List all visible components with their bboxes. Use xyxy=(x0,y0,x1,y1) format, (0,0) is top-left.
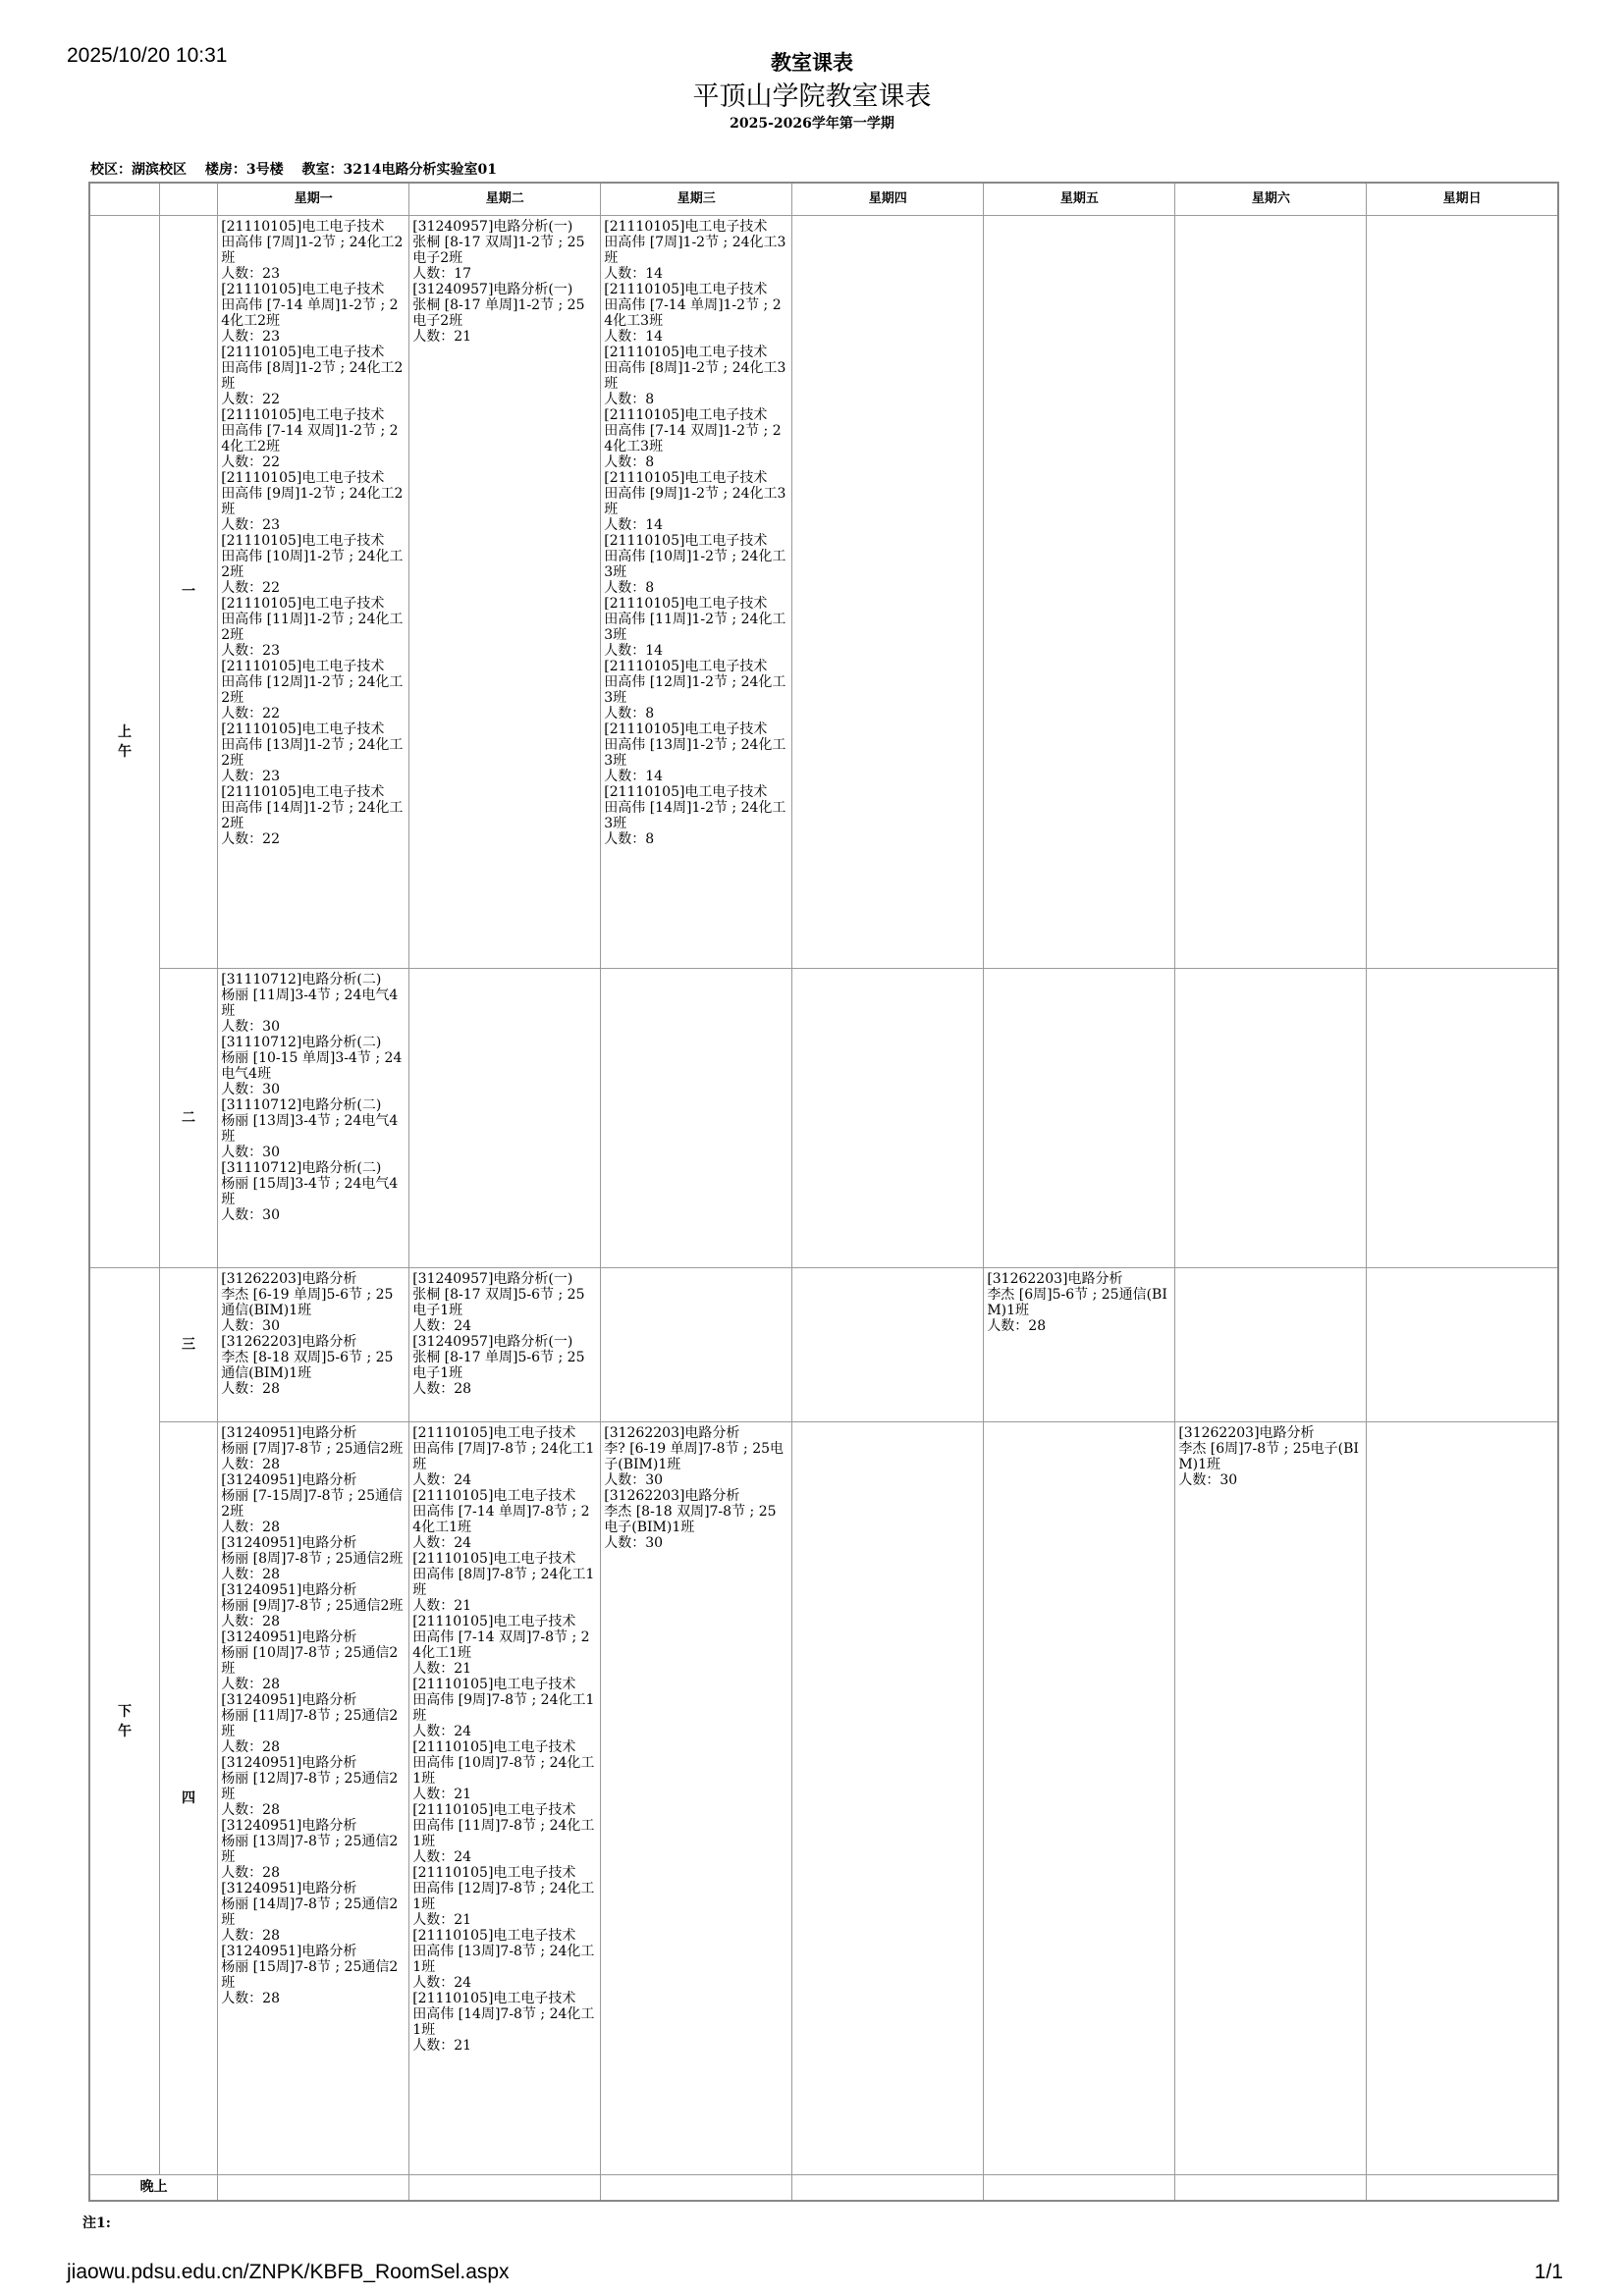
schedule-cell xyxy=(1175,969,1367,1268)
schedule-cell xyxy=(792,1422,984,2175)
day-header: 星期日 xyxy=(1367,183,1558,216)
schedule-cell xyxy=(1367,1422,1558,2175)
building-label: 楼房：3号楼 xyxy=(204,162,284,178)
schedule-cell xyxy=(218,2175,409,2201)
print-datetime: 2025/10/20 10:31 xyxy=(67,44,228,67)
schedule-cell xyxy=(218,1422,409,2175)
course-entries: [31240951]电路分析 杨丽 [7周]7-8节 ; 25通信2班 人数：28 [31240951]电路分析 杨丽 [7-15周]7-8节 ; 25通信2班 人数：28 [31240951]电路分析 杨丽 [8周]7-8节 ; 25通信2班 人数：28 [31240951]电路分析 杨丽 [9周]7-8节 ; 25通信2班 人数：28 [31240951]电路分析 杨丽 [10周]7-8节 ; 25通信2班 人数：28 [31240951]电路分析 杨丽 [11周]7-8节 ; 25通信2班 人数：28 [31240951]电路分析 杨丽 [12周]7-8节 ; 25通信2班 人数：28 [31240951]电路分析 杨丽 [13周]7-8节 ; 25通信2班 人数：28 [31240951]电路分析 杨丽 [14周]7-8节 ; 25通信2班 人数：28 [31240951]电路分析 杨丽 [15周]7-8节 ; 25通信2班 人数：28 xyxy=(221,1425,404,2006)
schedule-cell xyxy=(218,969,409,1268)
schedule-cell xyxy=(792,2175,984,2201)
schedule-cell xyxy=(601,1268,792,1422)
course-entries: [31262203]电路分析 李杰 [6周]7-8节 ; 25电子(BIM)1班 人数：30 xyxy=(1178,1425,1359,1488)
day-header: 星期一 xyxy=(218,183,409,216)
course-entries: [31262203]电路分析 李? [6-19 单周]7-8节 ; 25电子(BIM)1班 人数：30 [31262203]电路分析 李杰 [8-18 双周]7-8节 ; 25电子(BIM)1班 人数：30 xyxy=(604,1425,785,1551)
corner-cell xyxy=(159,183,217,216)
schedule-cell xyxy=(1367,216,1558,969)
course-entries: [31262203]电路分析 李杰 [6周]5-6节 ; 25通信(BIM)1班 人数：28 xyxy=(987,1271,1167,1334)
corner-cell xyxy=(89,183,159,216)
period-label: 上午 xyxy=(117,723,132,760)
course-entries: [31262203]电路分析 李杰 [6-19 单周]5-6节 ; 25通信(BIM)1班 人数：30 [31262203]电路分析 李杰 [8-18 双周]5-6节 ; 25通信(BIM)1班 人数：28 xyxy=(221,1271,394,1397)
print-header-title: 教室课表 xyxy=(771,52,853,75)
slot-row xyxy=(89,1422,1558,2175)
day-header: 星期五 xyxy=(984,183,1175,216)
schedule-cell xyxy=(409,1268,601,1422)
footnote: 注1: xyxy=(82,2216,111,2231)
schedule-cell xyxy=(601,1422,792,2175)
schedule-cell xyxy=(1175,1268,1367,1422)
slot-label: 二 xyxy=(159,969,217,1268)
schedule-cell xyxy=(984,969,1175,1268)
period-morning xyxy=(89,216,159,1268)
slot-label: 四 xyxy=(159,1422,217,2175)
period-label: 下午 xyxy=(117,1703,132,1739)
semester-subtitle: 2025-2026学年第一学期 xyxy=(730,116,894,132)
schedule-cell xyxy=(409,969,601,1268)
campus-label: 校区：湖滨校区 xyxy=(90,162,187,178)
schedule-cell xyxy=(792,1268,984,1422)
schedule-cell xyxy=(409,1422,601,2175)
course-entries: [21110105]电工电子技术 田高伟 [7周]1-2节 ; 24化工3班 人数：14 [21110105]电工电子技术 田高伟 [7-14 单周]1-2节 ; 24化工3班 人数：14 [21110105]电工电子技术 田高伟 [8周]1-2节 ; 24化工3班 人数：8 [21110105]电工电子技术 田高伟 [7-14 双周]1-2节 ; 24化工3班 人数：8 [21110105]电工电子技术 田高伟 [9周]1-2节 ; 24化工3班 人数：14 [21110105]电工电子技术 田高伟 [10周]1-2节 ; 24化工3班 人数：8 [21110105]电工电子技术 田高伟 [11周]1-2节 ; 24化工3班 人数：14 [21110105]电工电子技术 田高伟 [12周]1-2节 ; 24化工3班 人数：8 [21110105]电工电子技术 田高伟 [13周]1-2节 ; 24化工3班 人数：14 [21110105]电工电子技术 田高伟 [14周]1-2节 ; 24化工3班 人数：8 xyxy=(604,219,786,847)
schedule-cell xyxy=(984,1268,1175,1422)
schedule-cell xyxy=(1175,1422,1367,2175)
schedule-cell xyxy=(601,2175,792,2201)
evening-row xyxy=(89,2175,1558,2201)
slot-row xyxy=(89,216,1558,969)
course-entries: [31240957]电路分析(一) 张桐 [8-17 双周]1-2节 ; 25电子2班 人数：17 [31240957]电路分析(一) 张桐 [8-17 单周]1-2节 ; 25电子2班 人数：21 xyxy=(412,219,585,345)
schedule-cell xyxy=(792,969,984,1268)
room-info xyxy=(90,159,511,179)
schedule-cell xyxy=(1175,2175,1367,2201)
day-header: 星期四 xyxy=(792,183,984,216)
schedule-cell xyxy=(601,969,792,1268)
page-url: jiaowu.pdsu.edu.cn/ZNPK/KBFB_RoomSel.aspx xyxy=(67,2261,510,2283)
schedule-cell xyxy=(601,216,792,969)
schedule-cell xyxy=(1175,216,1367,969)
header-row xyxy=(89,183,1558,216)
day-header: 星期二 xyxy=(409,183,601,216)
slot-row xyxy=(89,1268,1558,1422)
page-number: 1/1 xyxy=(1534,2261,1563,2283)
schedule-cell xyxy=(792,216,984,969)
schedule-cell xyxy=(409,216,601,969)
room-label: 教室：3214电路分析实验室01 xyxy=(301,162,497,178)
slot-label: 一 xyxy=(159,216,217,969)
course-entries: [21110105]电工电子技术 田高伟 [7周]1-2节 ; 24化工2班 人数：23 [21110105]电工电子技术 田高伟 [7-14 单周]1-2节 ; 24化工2班 人数：23 [21110105]电工电子技术 田高伟 [8周]1-2节 ; 24化工2班 人数：22 [21110105]电工电子技术 田高伟 [7-14 双周]1-2节 ; 24化工2班 人数：22 [21110105]电工电子技术 田高伟 [9周]1-2节 ; 24化工2班 人数：23 [21110105]电工电子技术 田高伟 [10周]1-2节 ; 24化工2班 人数：22 [21110105]电工电子技术 田高伟 [11周]1-2节 ; 24化工2班 人数：23 [21110105]电工电子技术 田高伟 [12周]1-2节 ; 24化工2班 人数：22 [21110105]电工电子技术 田高伟 [13周]1-2节 ; 24化工2班 人数：23 [21110105]电工电子技术 田高伟 [14周]1-2节 ; 24化工2班 人数：22 xyxy=(221,219,404,847)
schedule-cell xyxy=(218,216,409,969)
course-entries: [31240957]电路分析(一) 张桐 [8-17 双周]5-6节 ; 25电子1班 人数：24 [31240957]电路分析(一) 张桐 [8-17 单周]5-6节 ; 25电子1班 人数：28 xyxy=(412,1271,585,1397)
schedule-cell xyxy=(984,216,1175,969)
schedule-cell xyxy=(409,2175,601,2201)
day-header: 星期三 xyxy=(601,183,792,216)
course-entries: [21110105]电工电子技术 田高伟 [7周]7-8节 ; 24化工1班 人数：24 [21110105]电工电子技术 田高伟 [7-14 单周]7-8节 ; 24化工1班 人数：24 [21110105]电工电子技术 田高伟 [8周]7-8节 ; 24化工1班 人数：21 [21110105]电工电子技术 田高伟 [7-14 双周]7-8节 ; 24化工1班 人数：21 [21110105]电工电子技术 田高伟 [9周]7-8节 ; 24化工1班 人数：24 [21110105]电工电子技术 田高伟 [10周]7-8节 ; 24化工1班 人数：21 [21110105]电工电子技术 田高伟 [11周]7-8节 ; 24化工1班 人数：24 [21110105]电工电子技术 田高伟 [12周]7-8节 ; 24化工1班 人数：21 [21110105]电工电子技术 田高伟 [13周]7-8节 ; 24化工1班 人数：24 [21110105]电工电子技术 田高伟 [14周]7-8节 ; 24化工1班 人数：21 xyxy=(412,1425,595,2054)
slot-row xyxy=(89,969,1558,1268)
day-header: 星期六 xyxy=(1175,183,1367,216)
schedule-cell xyxy=(1367,2175,1558,2201)
schedule-cell xyxy=(984,1422,1175,2175)
course-entries: [31110712]电路分析(二) 杨丽 [11周]3-4节 ; 24电气4班 人数：30 [31110712]电路分析(二) 杨丽 [10-15 单周]3-4节 ; 24电气4班 人数：30 [31110712]电路分析(二) 杨丽 [13周]3-4节 ; 24电气4班 人数：30 [31110712]电路分析(二) 杨丽 [15周]3-4节 ; 24电气4班 人数：30 xyxy=(221,972,403,1223)
timetable xyxy=(88,182,1559,2202)
page-title: 平顶山学院教室课表 xyxy=(692,81,932,112)
schedule-cell xyxy=(1367,969,1558,1268)
schedule-cell xyxy=(984,2175,1175,2201)
slot-label: 三 xyxy=(159,1268,217,1422)
period-afternoon xyxy=(89,1268,159,2175)
schedule-cell xyxy=(218,1268,409,1422)
schedule-cell xyxy=(1367,1268,1558,1422)
period-evening: 晚上 xyxy=(89,2175,218,2201)
